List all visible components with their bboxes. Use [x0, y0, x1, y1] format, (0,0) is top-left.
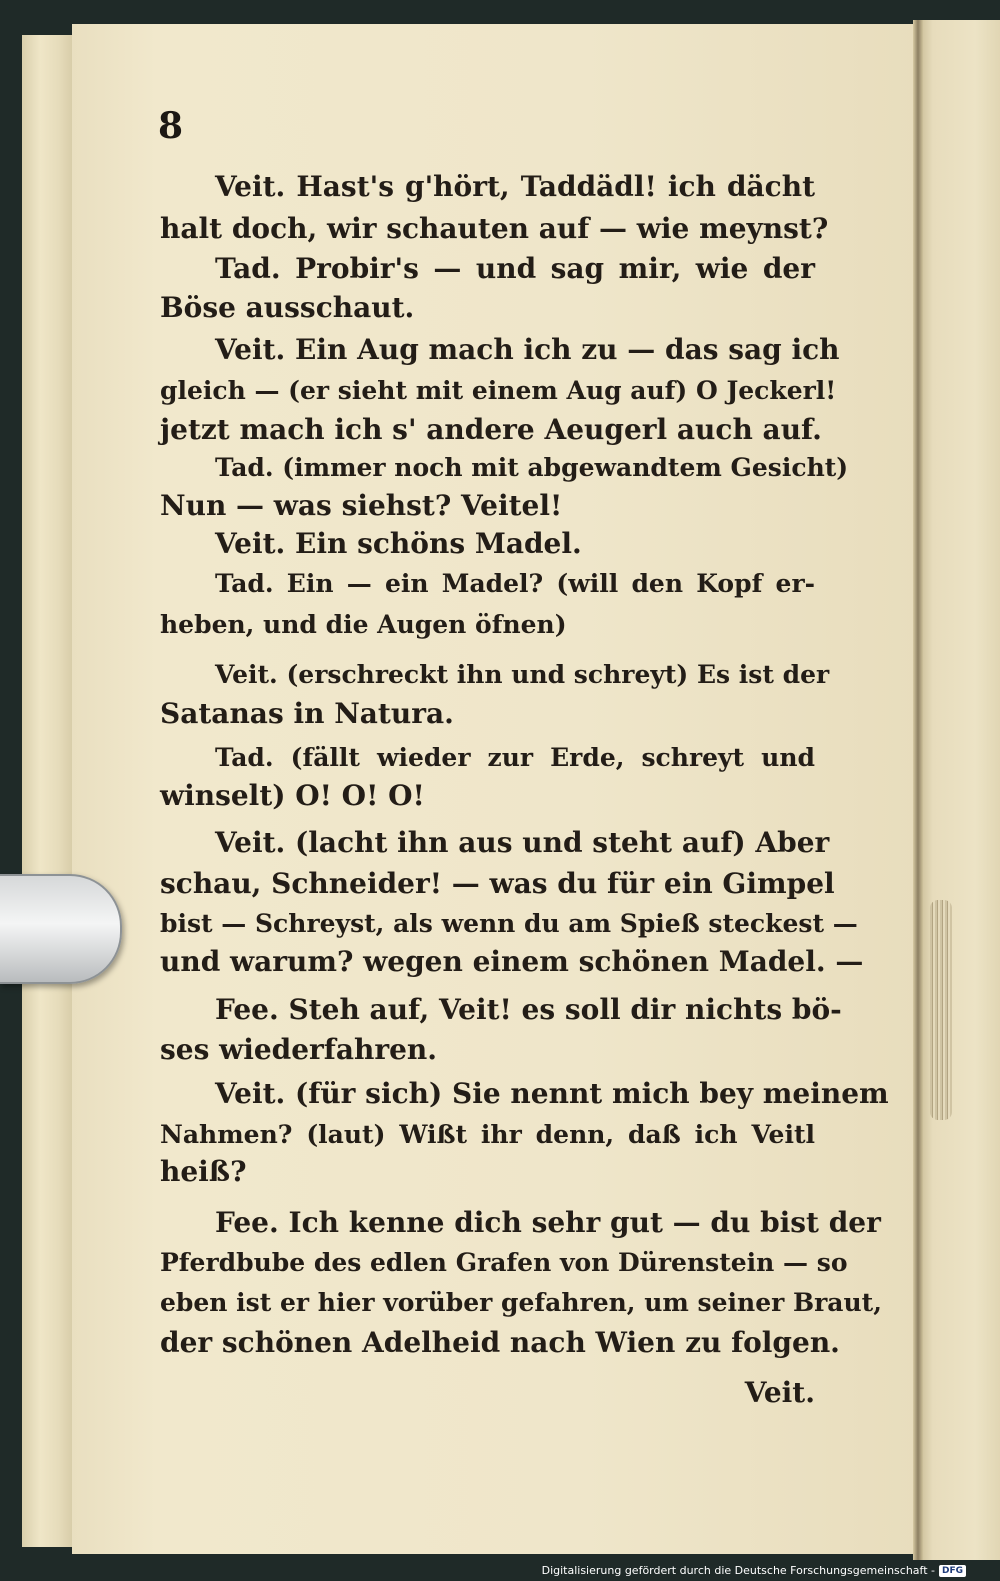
text-line: Veit. (lacht ihn aus und steht auf) Aber [215, 826, 830, 859]
text-line: schau, Schneider! — was du für ein Gimpel [160, 867, 835, 900]
text-line: Fee. Steh auf, Veit! es soll dir nichts bö- [215, 993, 842, 1026]
text-line: Nahmen? (laut) Wißt ihr denn, daß ich Veitl [160, 1120, 815, 1149]
text-line: ses wiederfahren. [160, 1033, 438, 1066]
page-clip [0, 874, 122, 984]
page-number: 8 [158, 105, 184, 147]
text-line: Böse ausschaut. [160, 291, 415, 324]
text-line: gleich — (er sieht mit einem Aug auf) O Jeckerl! [160, 376, 837, 405]
facing-page-edge [918, 20, 1000, 1560]
text-line: Fee. Ich kenne dich sehr gut — du bist der [215, 1206, 881, 1239]
text-line: Tad. Probir's — und sag mir, wie der [215, 252, 815, 285]
digitization-footer [542, 1564, 966, 1577]
book-gutter [913, 20, 923, 1560]
text-line: winselt) O! O! O! [160, 779, 425, 812]
catchword: Veit. [744, 1376, 815, 1409]
text-line: Veit. Ein schöns Madel. [215, 527, 582, 560]
text-line: eben ist er hier vorüber gefahren, um seiner Braut, [160, 1288, 882, 1317]
text-line: Nun — was siehst? Veitel! [160, 489, 563, 522]
text-line: Veit. (erschreckt ihn und schreyt) Es ist der [215, 660, 830, 689]
footer-text: Digitalisierung gefördert durch die Deutsche Forschungsgemeinschaft - [541, 1564, 935, 1577]
text-line: jetzt mach ich s' andere Aeugerl auch auf. [160, 413, 822, 446]
binding-thread [930, 900, 952, 1120]
dfg-logo: DFG [939, 1565, 966, 1577]
text-line: Tad. (fällt wieder zur Erde, schreyt und [215, 743, 815, 772]
text-line: heben, und die Augen öfnen) [160, 610, 567, 639]
text-line: bist — Schreyst, als wenn du am Spieß steckest — [160, 909, 858, 938]
text-line: halt doch, wir schauten auf — wie meynst? [160, 212, 829, 245]
text-line: Veit. Hast's g'hört, Taddädl! ich dächt [215, 170, 815, 203]
text-line: heiß? [160, 1155, 247, 1188]
text-line: Veit. (für sich) Sie nennt mich bey meinem [215, 1077, 889, 1110]
text-line: Pferdbube des edlen Grafen von Dürenstein — so [160, 1248, 848, 1277]
text-line: und warum? wegen einem schönen Madel. — [160, 945, 864, 978]
text-line: Tad. (immer noch mit abgewandtem Gesicht) [215, 453, 849, 482]
text-line: Tad. Ein — ein Madel? (will den Kopf er- [215, 569, 815, 598]
text-line: der schönen Adelheid nach Wien zu folgen. [160, 1326, 840, 1359]
text-line: Satanas in Natura. [160, 697, 454, 730]
text-line: Veit. Ein Aug mach ich zu — das sag ich [215, 333, 840, 366]
page-stack-edge [22, 35, 75, 1547]
